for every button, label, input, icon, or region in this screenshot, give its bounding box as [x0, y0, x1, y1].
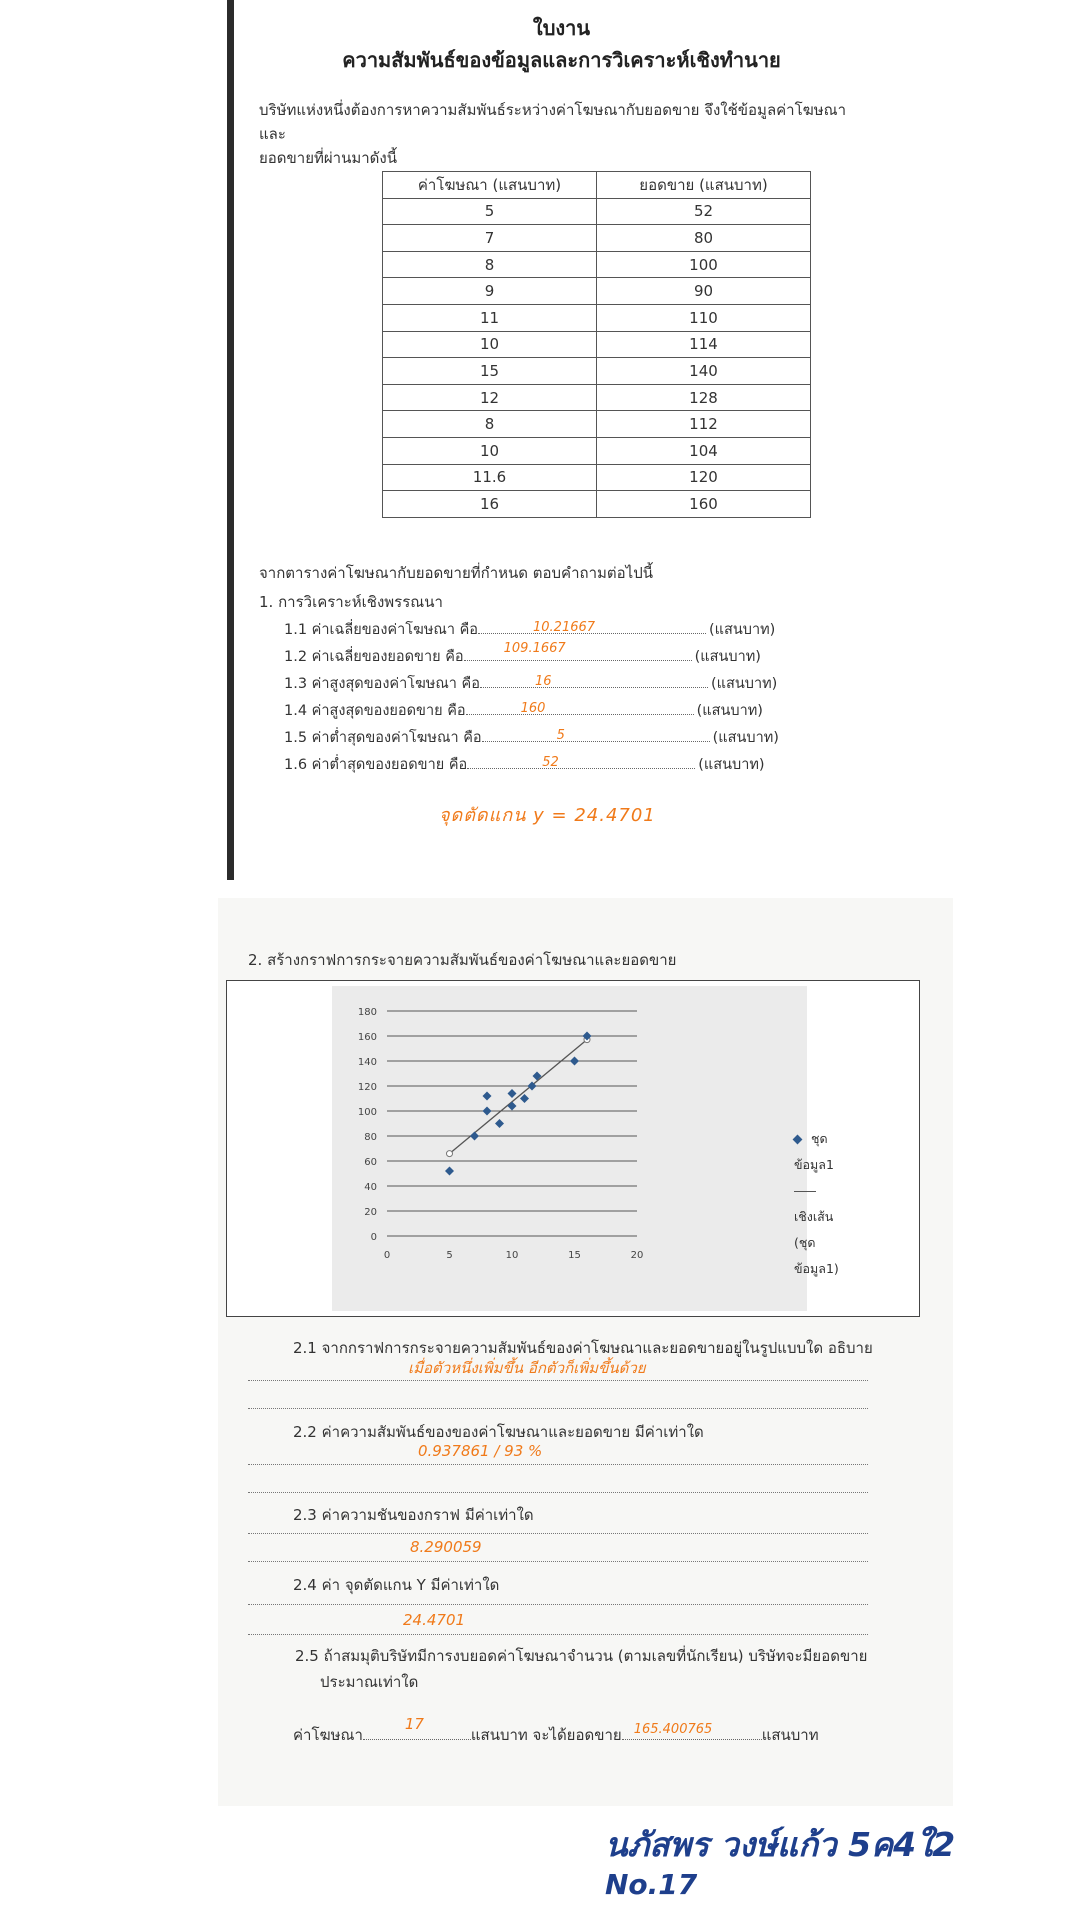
data-point — [445, 1167, 454, 1176]
question-1-2 — [284, 641, 761, 668]
chart-legend — [794, 1126, 839, 1282]
handwritten-answer-2-4: 24.4701 — [403, 1611, 466, 1629]
x-tick-label: 15 — [568, 1250, 581, 1261]
answer-line — [248, 1561, 868, 1562]
question-2-4: 2.4 ค่า จุดตัดแกน Y มีค่าเท่าใด — [293, 1576, 500, 1594]
handwritten-answer-2-3: 8.290059 — [410, 1538, 482, 1556]
unit-label: (แสนบาท) — [694, 649, 761, 665]
y-tick-label: 60 — [364, 1157, 377, 1168]
question-1-6 — [284, 753, 765, 776]
question-1-4 — [284, 699, 763, 722]
y-tick-label: 40 — [364, 1182, 377, 1193]
handwritten-answer: 52 — [542, 755, 559, 770]
scatter-chart — [332, 986, 807, 1311]
data-point — [508, 1102, 517, 1111]
legend-points-label: ชุดข้อมูล1 — [794, 1131, 834, 1172]
cell-sales: 52 — [597, 198, 811, 225]
sales-label: แสนบาท จะได้ยอดขาย — [470, 1726, 622, 1744]
table-header-row — [383, 172, 811, 199]
cell-sales: 128 — [597, 384, 811, 411]
answer-line — [248, 1533, 868, 1534]
question-label: 1.4 ค่าสูงสุดของยอดขาย คือ — [284, 703, 466, 719]
table-row — [383, 198, 811, 225]
answer-line — [482, 729, 710, 742]
question-label: 1.5 ค่าต่ำสุดของค่าโฆษณา คือ — [284, 730, 482, 746]
y-tick-label: 80 — [364, 1132, 377, 1143]
table-row — [383, 304, 811, 331]
table-row — [383, 331, 811, 358]
cell-ad: 9 — [383, 278, 597, 305]
unit-label: (แสนบาท) — [698, 757, 765, 773]
cell-sales: 112 — [597, 411, 811, 438]
student-number: No.17 — [605, 1868, 698, 1901]
y-tick-label: 180 — [357, 1007, 377, 1018]
question-2-1: 2.1 จากกราฟการกระจายความสัมพันธ์ของค่าโฆษณาและยอดขายอยู่ในรูปแบบใด อธิบาย — [293, 1339, 873, 1357]
cell-ad: 8 — [383, 251, 597, 278]
answer-line — [478, 621, 706, 634]
intro-text — [259, 98, 869, 170]
answer-line — [363, 1715, 471, 1740]
trendline-endpoint — [447, 1151, 453, 1157]
y-tick-label: 0 — [370, 1232, 377, 1243]
unit-label: (แสนบาท) — [709, 622, 776, 638]
intro-line-1: บริษัทแห่งหนึ่งต้องการหาความสัมพันธ์ระหว่างค่าโฆษณากับยอดขาย จึงใช้ข้อมูลค่าโฆษณาและ — [259, 101, 847, 143]
handwritten-answer: 10.21667 — [533, 620, 596, 635]
table-row — [383, 251, 811, 278]
header-ad-cost: ค่าโฆษณา (แสนบาท) — [383, 172, 597, 199]
handwritten-answer: 5 — [556, 728, 565, 743]
cell-sales: 140 — [597, 358, 811, 385]
cell-ad: 16 — [383, 491, 597, 518]
legend-points — [794, 1126, 839, 1178]
answer-line — [248, 1634, 868, 1635]
question-label: 1.3 ค่าสูงสุดของค่าโฆษณา คือ — [284, 676, 480, 692]
table-row — [383, 384, 811, 411]
worksheet-title: ใบงาน — [532, 16, 591, 40]
table-row — [383, 411, 811, 438]
cell-sales: 80 — [597, 225, 811, 252]
question-1-5 — [284, 726, 779, 749]
handwritten-answer: 160 — [520, 701, 546, 716]
chart-frame — [226, 980, 920, 1317]
handwritten-answer-2-2: 0.937861 / 93 % — [418, 1442, 543, 1460]
y-tick-label: 100 — [357, 1107, 377, 1118]
handwritten-budget: 17 — [404, 1715, 424, 1733]
unit-label: แสนบาท — [761, 1726, 819, 1744]
data-point — [520, 1094, 529, 1103]
table-row — [383, 225, 811, 252]
cell-sales: 120 — [597, 464, 811, 491]
cell-sales: 110 — [597, 304, 811, 331]
table-row — [383, 358, 811, 385]
handwritten-answer-2-1: เมื่อตัวหนึ่งเพิ่มขึ้น อีกตัวก็เพิ่มขึ้นด้วย — [408, 1359, 646, 1377]
worksheet-page-2 — [218, 898, 953, 1806]
cell-ad: 11.6 — [383, 464, 597, 491]
cell-ad: 12 — [383, 384, 597, 411]
cell-ad: 15 — [383, 358, 597, 385]
cell-sales: 90 — [597, 278, 811, 305]
cell-sales: 104 — [597, 437, 811, 464]
diamond-marker-icon — [793, 1135, 803, 1145]
unit-label: (แสนบาท) — [696, 703, 763, 719]
table-row — [383, 278, 811, 305]
data-table — [382, 171, 811, 518]
data-point — [508, 1089, 517, 1098]
handwritten-answer: 109.1667 — [503, 641, 566, 656]
student-signature: นภัสพร วงษ์แก้ว 5ค4ใ2 — [605, 1825, 956, 1864]
question-2-5-line-2: ประมาณเท่าใด — [320, 1673, 419, 1691]
answer-line — [464, 641, 692, 661]
trendline-swatch-icon — [794, 1191, 816, 1192]
answer-line — [467, 756, 695, 769]
intro-line-2: ยอดขายที่ผ่านมาดังนี้ — [259, 149, 397, 167]
cell-ad: 11 — [383, 304, 597, 331]
question-2-2: 2.2 ค่าความสัมพันธ์ของของค่าโฆษณาและยอดขาย มีค่าเท่าใด — [293, 1423, 704, 1441]
table-row — [383, 464, 811, 491]
header-sales: ยอดขาย (แสนบาท) — [597, 172, 811, 199]
chart-photo — [332, 986, 839, 1311]
y-tick-label: 160 — [357, 1032, 377, 1043]
handwritten-answer: 16 — [534, 674, 552, 689]
answer-line — [248, 1604, 868, 1605]
cell-ad: 10 — [383, 437, 597, 464]
section-1-title: 1. การวิเคราะห์เชิงพรรณนา — [259, 593, 443, 611]
x-tick-label: 10 — [505, 1250, 519, 1261]
cell-ad: 10 — [383, 331, 597, 358]
cell-sales: 114 — [597, 331, 811, 358]
unit-label: (แสนบาท) — [712, 730, 779, 746]
table-row — [383, 437, 811, 464]
cell-ad: 8 — [383, 411, 597, 438]
trendline — [450, 1040, 588, 1154]
question-2-5-line-1: 2.5 ถ้าสมมุติบริษัทมีการงบยอดค่าโฆษณาจำนวน (ตามเลขที่นักเรียน) บริษัทจะมียอดขาย — [295, 1647, 868, 1665]
question-1-1 — [284, 618, 775, 641]
unit-label: (แสนบาท) — [710, 676, 778, 692]
answer-line — [622, 1722, 762, 1740]
data-point — [495, 1119, 504, 1128]
x-tick-label: 0 — [383, 1250, 391, 1261]
data-point — [483, 1107, 492, 1116]
answer-line — [480, 675, 708, 688]
section-2-title: 2. สร้างกราฟการกระจายความสัมพันธ์ของค่าโฆษณาและยอดขาย — [248, 951, 677, 969]
answer-line — [248, 1380, 868, 1381]
ad-budget-label: ค่าโฆษณา — [293, 1726, 363, 1744]
legend-trend-label: เชิงเส้น (ชุดข้อมูล1) — [794, 1209, 839, 1276]
question-2-5-answer-row — [293, 1715, 819, 1747]
table-row — [383, 491, 811, 518]
answer-line — [248, 1464, 868, 1465]
data-point — [470, 1132, 479, 1141]
question-label: 1.1 ค่าเฉลี่ยของค่าโฆษณา คือ — [284, 622, 478, 638]
answer-line — [248, 1492, 868, 1493]
answer-line — [248, 1408, 868, 1409]
worksheet-subtitle: ความสัมพันธ์ของข้อมูลและการวิเคราะห์เชิงทำนาย — [342, 48, 781, 72]
question-label: 1.6 ค่าต่ำสุดของยอดขาย คือ — [284, 757, 468, 773]
y-tick-label: 120 — [357, 1082, 377, 1093]
cell-ad: 5 — [383, 198, 597, 225]
data-point — [483, 1092, 492, 1101]
answer-line — [466, 702, 694, 715]
question-2-3: 2.3 ค่าความชันของกราฟ มีค่าเท่าใด — [293, 1506, 534, 1524]
data-point — [570, 1057, 579, 1066]
x-tick-label: 20 — [630, 1250, 644, 1261]
handwritten-sales: 165.400765 — [633, 1722, 713, 1737]
cell-ad: 7 — [383, 225, 597, 252]
question-label: 1.2 ค่าเฉลี่ยของยอดขาย คือ — [284, 649, 464, 665]
question-1-3 — [284, 672, 777, 695]
question-intro: จากตารางค่าโฆษณากับยอดขายที่กำหนด ตอบคำถามต่อไปนี้ — [259, 564, 653, 582]
y-tick-label: 20 — [364, 1207, 377, 1218]
y-tick-label: 140 — [357, 1057, 377, 1068]
cell-sales: 160 — [597, 491, 811, 518]
cell-sales: 100 — [597, 251, 811, 278]
worksheet-page-1 — [227, 0, 889, 880]
x-tick-label: 5 — [446, 1250, 453, 1261]
handwritten-intercept-note: จุดตัดแกน y = 24.4701 — [439, 805, 656, 826]
legend-trend — [794, 1178, 839, 1282]
